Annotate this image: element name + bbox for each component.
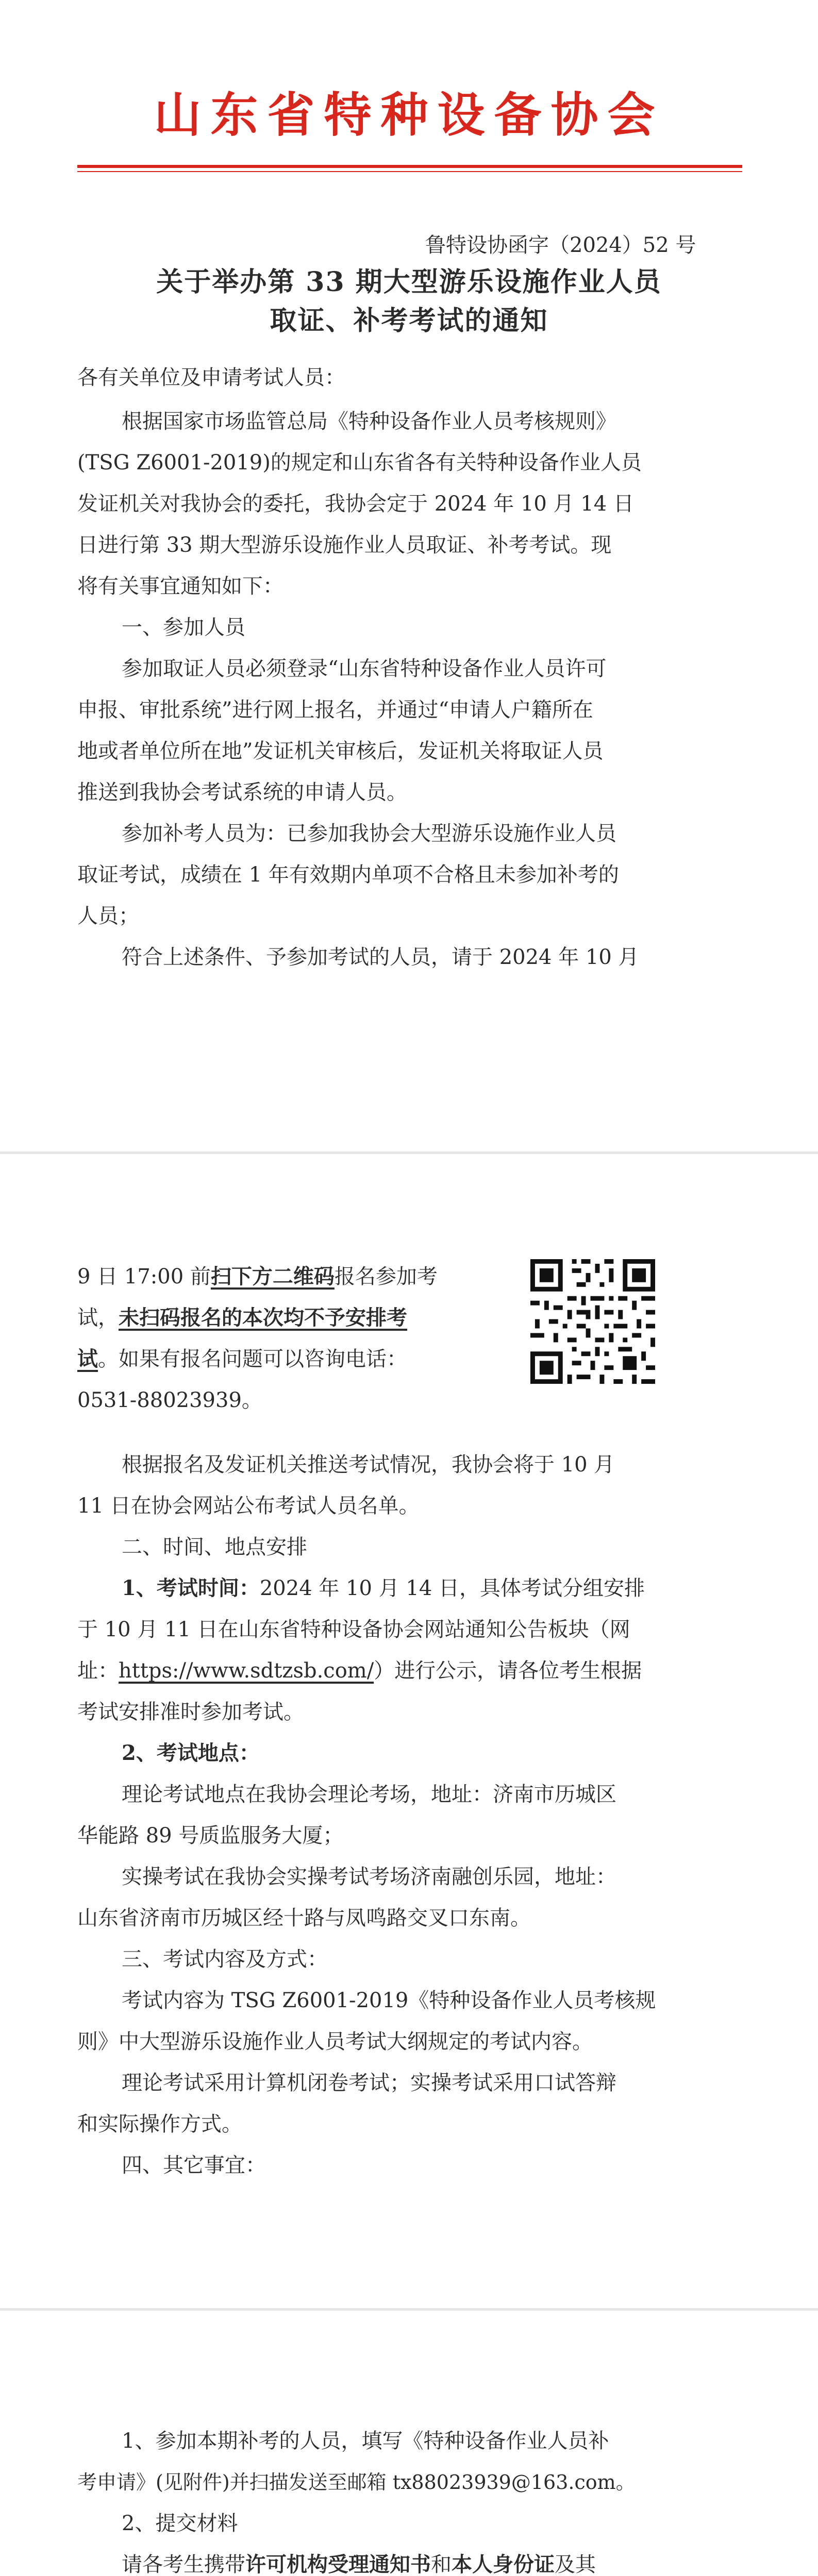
exam-time-label: 1、考试时间： [122,1576,260,1600]
section-heading-participants: 一、参加人员 [122,616,245,639]
participants-line: 推送到我协会考试系统的申请人员。 [77,781,407,804]
intro-line: 根据国家市场监管总局《特种设备作业人员考核规则》 [122,410,616,433]
registration-qr-code[interactable] [526,1255,660,1388]
materials-heading: 2、提交材料 [122,2512,238,2535]
makeup-line: 人员； [77,904,139,928]
notice-title-line2: 取证、补考考试的通知 [270,305,548,336]
exam-time-line: 考试安排准时参加考试。 [77,1700,304,1724]
intro-line: 发证机关对我协会的委托，我协会定于 2024 年 10 月 14 日 [77,492,634,516]
intro-line: 日进行第 33 期大型游乐设施作业人员取证、补考考试。现 [77,533,612,557]
content-line: 则》中大型游乐设施作业人员考试大纲规定的考试内容。 [77,2030,593,2054]
section-heading-content: 三、考试内容及方式： [122,1947,328,1971]
scan-qr-emphasis: 扫下方二维码 [210,1264,335,1289]
section-heading-other: 四、其它事宜： [122,2154,266,2177]
list-publish-line: 11 日在协会网站公布考试人员名单。 [77,1494,420,1518]
intro-line: 将有关事宜通知如下： [77,574,283,598]
qr-instruction-line: 试，未扫码报名的本次均不予安排考 [77,1306,407,1330]
exam-place-label: 2、考试地点： [122,1741,260,1765]
exam-time-line: 于 10 月 11 日在山东省特种设备协会网站通知公告板块（网 [77,1618,630,1641]
letterhead-title: 山东省特种设备协会 [154,87,664,143]
makeup-application-line: 考申请》(见附件)并扫描发送至邮箱 tx88023939@163.com。 [77,2471,636,2494]
letterhead-rule [77,165,742,168]
theory-place-line: 理论考试地点在我协会理论考场，地址：济南市历城区 [122,1783,616,1806]
section-heading-time-place: 二、时间、地点安排 [122,1535,307,1559]
qr-instruction-line: 试。如果有报名问题可以咨询电话： [77,1347,407,1371]
participants-line: 参加取证人员必须登录“山东省特种设备作业人员许可 [122,657,607,681]
practice-place-line: 实操考试在我协会实操考试考场济南融创乐园，地址： [122,1865,616,1889]
notice-title-line1: 关于举办第 33 期大型游乐设施作业人员 [156,266,662,298]
method-line: 理论考试采用计算机闭卷考试；实操考试采用口试答辩 [122,2071,616,2095]
makeup-line: 取证考试，成绩在 1 年有效期内单项不合格且未参加补考的 [77,863,619,887]
list-publish-line: 根据报名及发证机关推送考试情况，我协会将于 10 月 [122,1453,615,1477]
association-website-link[interactable]: https://www.sdtzsb.com/ [119,1659,374,1683]
intro-line: (TSG Z6001-2019)的规定和山东省各有关特种设备作业人员 [77,451,642,474]
page-2 [0,1154,818,2308]
page-3 [0,2311,818,2576]
theory-place-line: 华能路 89 号质监服务大厦； [77,1824,344,1848]
practice-place-line: 山东省济南市历城区经十路与凤鸣路交叉口东南。 [77,1906,531,1930]
salutation: 各有关单位及申请考试人员： [77,366,345,389]
materials-line: 请各考生携带许可机构受理通知书和本人身份证及其 [122,2552,596,2576]
letterhead-rule-thin [77,171,742,172]
page-1 [0,0,818,1151]
id-card-emphasis: 本人身份证 [452,2552,555,2576]
qr-instruction-line: 9 日 17:00 前扫下方二维码报名参加考 [77,1264,438,1289]
makeup-application-line: 1、参加本期补考的人员，填写《特种设备作业人员补 [122,2429,609,2453]
acceptance-notice-emphasis: 许可机构受理通知书 [245,2552,431,2576]
makeup-line: 参加补考人员为：已参加我协会大型游乐设施作业人员 [122,822,616,845]
content-line: 考试内容为 TSG Z6001-2019《特种设备作业人员考核规 [122,1989,656,2012]
exam-time-line: 址：https://www.sdtzsb.com/）进行公示，请各位考生根据 [77,1659,642,1683]
method-line: 和实际操作方式。 [77,2112,242,2136]
document-number: 鲁特设协函字（2024）52 号 [425,233,696,257]
exam-time-line: 1、考试时间：2024 年 10 月 14 日，具体考试分组安排 [122,1576,645,1600]
registration-line: 符合上述条件、予参加考试的人员，请于 2024 年 10 月 [122,945,639,969]
no-scan-warning: 未扫码报名的本次均不予安排考 [119,1306,407,1330]
consult-phone: 0531-88023939。 [77,1388,262,1412]
participants-line: 地或者单位所在地”发证机关审核后，发证机关将取证人员 [77,739,604,763]
participants-line: 申报、审批系统”进行网上报名，并通过“申请人户籍所在 [77,698,593,722]
